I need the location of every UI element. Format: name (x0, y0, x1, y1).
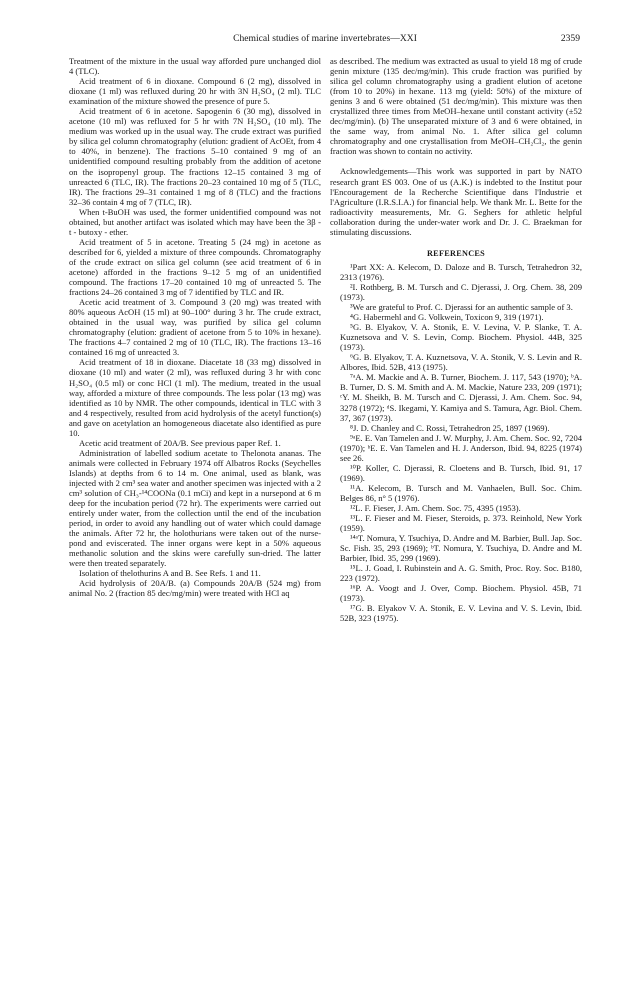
reference-item: ⁴G. Habermehl and G. Volkwein, Toxicon 9, 319 (1971). (350, 312, 544, 323)
reference-item: ¹⁷G. B. Elyakov V. A. Stonik, E. V. Levina and V. S. Levin, Ibid. 52B, 323 (1975). (340, 603, 582, 624)
paragraph: Acetic acid treatment of 3. Compound 3 (20 mg) was treated with 80% aqueous AcOH (15 ml) at 90–100° during 3 hr. The crude extract, obtained in the usual way, was purified by silica gel column chromatography (elution: gradient of acetone from 5 to 10% in hexane). The fractions 4–7 contained 2 mg of 10 (TLC, IR). The fractions 13–16 contained 16 mg of unreacted 3. (69, 297, 321, 358)
paragraph: Acetic acid treatment of 20A/B. See previous paper Ref. 1. (79, 437, 281, 448)
reference-item: ²I. Rothberg, B. M. Tursch and C. Djerassi, J. Org. Chem. 38, 209 (1973). (340, 281, 582, 302)
references-heading: REFERENCES (426, 248, 486, 258)
reference-item: ³We are grateful to Prof. C. Djerassi for an authentic sample of 3. (350, 302, 573, 313)
paragraph: Acid treatment of 6 in acetone. Sapogenin 6 (30 mg), dissolved in acetone (10 ml) was refluxed for 5 hr with 7N H₂SO₄ (10 ml). The medium was worked up in the usual way. The crude extract was purified by silica gel column chromatography (elution: gradient of AcOEt, from 4 to 40%, in benzene). The fractions 5–10 contained 9 mg of an unidentified compound resulting probably from the addition of acetone on the isopropenyl group. The fractions 12–15 contained 3 mg of unreacted 6 (TLC, IR). The fractions 20–23 contained 10 mg of 5 (TLC, IR). The fractions 29–31 contained 1 mg of 8 (TLC) and the fractions 32–36 contain 4 mg of 7 (TLC, IR). (69, 106, 321, 207)
reference-item: ¹¹A. Kelecom, B. Tursch and M. Vanhaelen, Bull. Soc. Chim. Belges 86, n° 5 (1976). (340, 482, 582, 503)
right-column (330, 56, 582, 624)
paragraph: Isolation of thelothurins A and B. See Refs. 1 and 11. (79, 568, 261, 579)
paragraph: Acid hydrolysis of 20A/B. (a) Compounds 20A/B (524 mg) from animal No. 2 (fraction 85 dec/mg/min) were treated with HCl aq (69, 578, 321, 599)
reference-item: ¹⁵L. J. Goad, I. Rubinstein and A. G. Smith, Proc. Roy. Soc. B180, 223 (1972). (340, 563, 582, 584)
reference-item: ¹Part XX: A. Kelecom, D. Daloze and B. Tursch, Tetrahedron 32, 2313 (1976). (340, 261, 582, 282)
paragraph: Acid treatment of 6 in dioxane. Compound 6 (2 mg), dissolved in dioxane (1 ml) was refluxed during 20 hr with 3N H₂SO₄ (2 ml). TLC examination of the mixture showed the presence of pure 5. (69, 76, 321, 107)
reference-item: ¹⁴ᵃT. Nomura, Y. Tsuchiya, D. Andre and M. Barbier, Bull. Jap. Soc. Sc. Fish. 35, 293 (1969); ᵇT. Nomura, Y. Tsuchiya, D. Andre and M. Barbier, Ibid. 35, 299 (1969). (340, 533, 582, 564)
running-title: Chemical studies of marine invertebrates—XXI (233, 33, 417, 44)
reference-item: ⁹ᵃE. E. Van Tamelen and J. W. Murphy, J. Am. Chem. Soc. 92, 7204 (1970); ᵇE. E. Van Tamelen and H. J. Anderson, Ibid. 94, 8225 (1974) see 26. (340, 432, 582, 463)
reference-item: ⁷ᵃA. M. Mackie and A. B. Turner, Biochem. J. 117, 543 (1970); ᵇA. B. Turner, D. S. M. Smith and A. M. Mackie, Nature 233, 209 (1971); ᶜY. M. Sheikh, B. M. Tursch and C. Djerassi, J. Am. Chem. Soc. 94, 3278 (1972); ᵈS. Ikegami, Y. Kamiya and S. Tamura, Agr. Biol. Chem. 37, 367 (1973). (340, 372, 582, 423)
reference-item: ⁶G. B. Elyakov, T. A. Kuznetsova, V. A. Stonik, V. S. Levin and R. Albores, Ibid. 52B, 413 (1975). (340, 352, 582, 373)
reference-item: ¹⁶P. A. Voogt and J. Over, Comp. Biochem. Physiol. 45B, 71 (1973). (340, 583, 582, 604)
paragraph: Acid treatment of 18 in dioxane. Diacetate 18 (33 mg) dissolved in dioxane (10 ml) and water (2 ml), was refluxed during 3 hr with conc H₂SO₄ (0.5 ml) or conc HCl (1 ml). The medium, treated in the usual way, afforded a mixture of three compounds. The less polar (13 mg) was identified as 10 by NMR. The other compounds, identical in TLC with 3 and 4 respectively, resulted from acid hydrolysis of the acetyl function(s) and gave on acetylation an homogeneous diacetate also identified as pure 10. (69, 357, 321, 438)
references-list (330, 262, 582, 624)
paragraph: When t-BuOH was used, the former unidentified compound was not obtained, but another artifact was isolated which may have been the 3β - t - butoxy - ether. (69, 206, 321, 237)
reference-item: ⁵G. B. Elyakov, V. A. Stonik, E. V. Levina, V. P. Slanke, T. A. Kuznetsova and V. S. Levin, Comp. Biochem. Physiol. 44B, 325 (1973). (340, 322, 582, 353)
page-number: 2359 (560, 33, 580, 44)
reference-item: ⁸J. D. Chanley and C. Rossi, Tetrahedron 25, 1897 (1969). (350, 422, 550, 433)
paragraph: as described. The medium was extracted as usual to yield 18 mg of crude genin mixture (135 dec/mg/min). This crude fraction was purified by silica gel column chromatography using a gradient elution of acetone (from 10 to 20%) in hexane. 113 mg (yield: 50%) of the mixture of genins 3 and 6 were obtained (51 dec/mg/min). This mixture was then crystallized three times from MeOH–hexane until constant activity (±52 dec/mg/min). (b) The unseparated mixture of 3 and 6 were obtained, in the same way, from animal No. 1. After silica gel column chromatography and one crystallisation from MeOH–CH₂Cl₂, the genin fraction was shown to contain no activity. (330, 56, 582, 157)
left-column (69, 56, 321, 599)
acknowledgements: Acknowledgements—This work was supported in part by NATO research grant ES 003. One of us (A.K.) is indebted to the Institut pour l'Encouragement de la Recherche Scientifique dans l'Industrie et l'Agriculture (I.R.S.I.A.) for financial help. We thank Mr. L. Bette for the radioactivity measurements, Mr. G. Seghers for athletic helpful collaboration during the under-water work and Dr. J. C. Braekman for stimulating discussions. (330, 166, 582, 237)
running-header (70, 33, 580, 47)
reference-item: ¹²L. F. Fieser, J. Am. Chem. Soc. 75, 4395 (1953). (350, 502, 521, 513)
paragraph: Treatment of the mixture in the usual way afforded pure unchanged diol 4 (TLC). (69, 56, 321, 77)
paragraph: Administration of labelled sodium acetate to Thelonota ananas. The animals were collected in February 1974 off Albatros Rocks (Seychelles Islands) at depths from 6 to 14 m. One animal, used as blank, was injected with 2 cm³ sea water and another specimen was injected with a 2 cm³ solution of CH₃-¹⁴COONa (0.1 mCi) and kept in a nursepond at 6 m deep for the incubation period (72 hr). The experiments were carried out entirely under water, from the collection until the end of the incubation period, in order to avoid any handling out of water which could damage the animals. After 72 hr, the holothurians were taken out of the nurse-pond and eviscerated. The inner organs were kept in a 50% aqueous methanolic solution and the skins were carefully sun-dried. The latter were then treated separately. (69, 447, 321, 569)
reference-item: ¹³L. F. Fieser and M. Fieser, Steroids, p. 373. Reinhold, New York (1959). (340, 513, 582, 534)
paragraph: Acid treatment of 5 in acetone. Treating 5 (24 mg) in acetone as described for 6, yielded a mixture of three compounds. Chromatography of the crude extract on silica gel column (see acid treatment of 6 in acetone) afforded in the fractions 9–12 5 mg of an unidentified compound. The fractions 17–20 contained 10 mg of unreacted 5. The fractions 24–26 contained 3 mg of 7 identified by TLC and IR. (69, 236, 321, 298)
reference-item: ¹⁰P. Koller, C. Djerassi, R. Cloetens and B. Tursch, Ibid. 91, 17 (1969). (340, 462, 582, 483)
